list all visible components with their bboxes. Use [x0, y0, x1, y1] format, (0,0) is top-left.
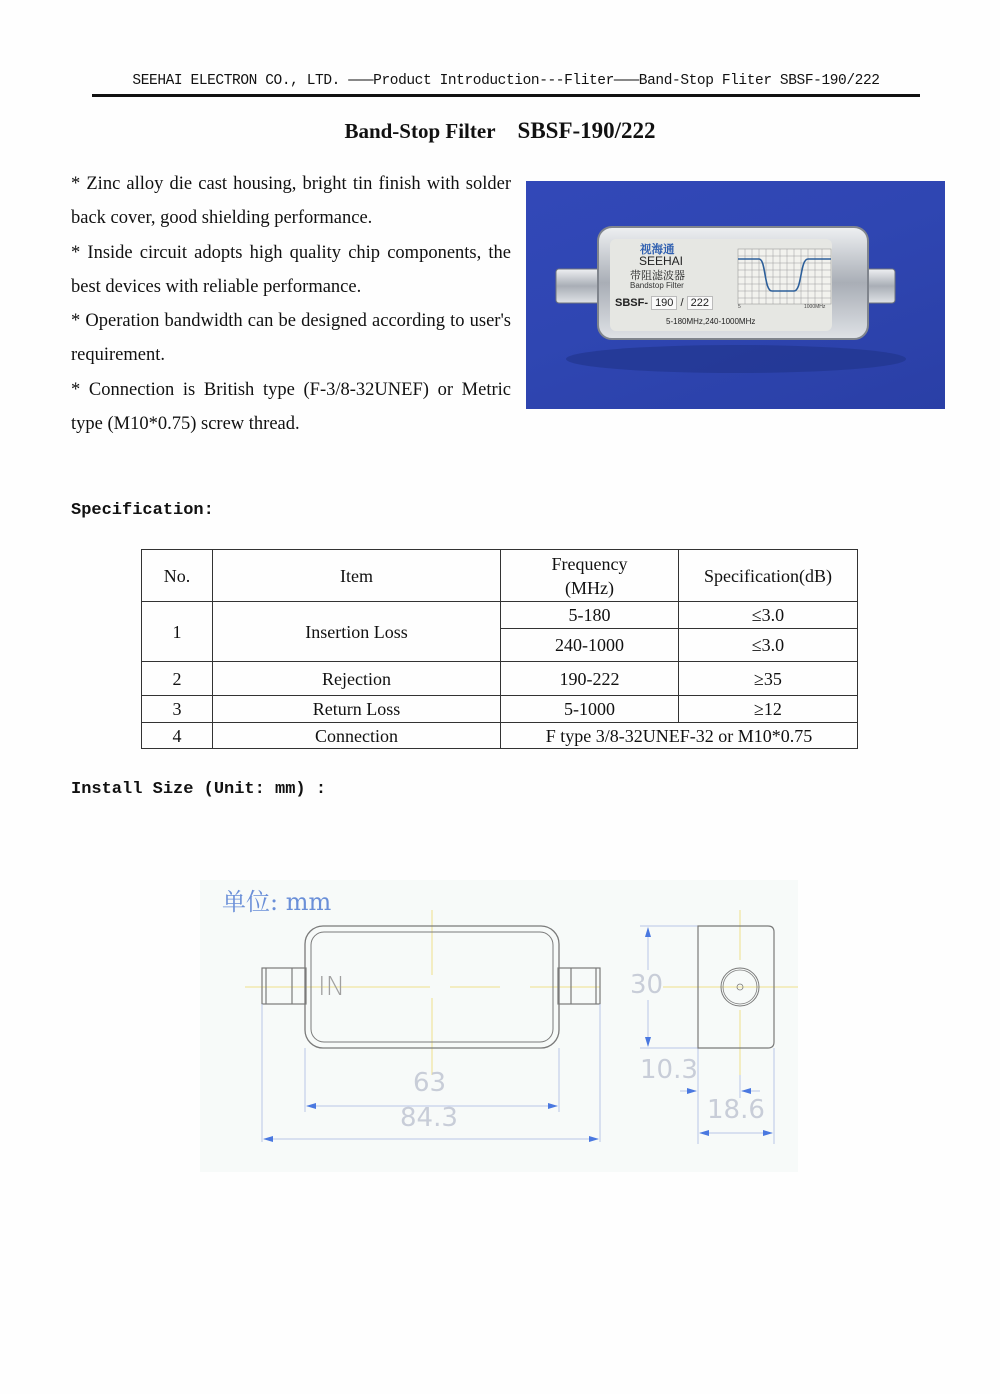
photo-product-cn: 带阻滤波器 — [630, 269, 685, 282]
photo-model-sep: / — [680, 297, 684, 309]
feature-item: * Connection is British type (F-3/8-32UNEF) or Metric type (M10*0.75) screw thread. — [71, 379, 511, 435]
cell-spec: ≥12 — [679, 696, 858, 723]
cell-connection: F type 3/8-32UNEF-32 or M10*0.75 — [501, 723, 858, 749]
left-connector-outline — [262, 968, 306, 1004]
extension-lines — [262, 926, 774, 1144]
cell-item: Connection — [213, 723, 501, 749]
cell-no: 3 — [142, 696, 213, 723]
right-connector-outline — [558, 968, 600, 1004]
specification-heading: Specification: — [71, 501, 214, 520]
cell-frequency: 240-1000 — [501, 629, 679, 662]
table-row — [142, 723, 858, 749]
cell-item: Rejection — [213, 662, 501, 696]
model-number: SBSF-190/222 — [517, 118, 656, 143]
cell-frequency: 5-180 — [501, 602, 679, 629]
cell-spec: ≤3.0 — [679, 629, 858, 662]
photo-product-en: Bandstop Filter — [630, 281, 684, 290]
table-row — [142, 696, 858, 723]
cell-no: 2 — [142, 662, 213, 696]
cell-item: Insertion Loss — [213, 602, 501, 662]
feature-list — [71, 167, 511, 441]
photo-model — [615, 297, 713, 309]
cell-frequency: 5-1000 — [501, 696, 679, 723]
header-frequency — [501, 550, 679, 602]
photo-model-high: 222 — [687, 296, 713, 310]
photo-passband: 5-180MHz,240-1000MHz — [666, 317, 756, 326]
header-frequency-line2: (MHz) — [565, 577, 614, 598]
dim-total-length: 84.3 — [400, 1103, 458, 1133]
dim-height: 30 — [630, 970, 664, 1000]
photo-shadow — [566, 345, 906, 373]
cell-spec: ≥35 — [679, 662, 858, 696]
header-no: No. — [142, 550, 213, 602]
cell-item: Return Loss — [213, 696, 501, 723]
cell-no: 1 — [142, 602, 213, 662]
specification-table — [141, 549, 858, 749]
photo-graph-start: 5 — [738, 304, 741, 310]
document-header: SEEHAI ELECTRON CO., LTD. ———Product Introduction---Fliter———Band-Stop Fliter SBSF-190/222 — [92, 70, 920, 97]
table-header-row — [142, 550, 858, 602]
header-item: Item — [213, 550, 501, 602]
dimension-arrows — [264, 928, 772, 1139]
feature-item: * Zinc alloy die cast housing, bright tin finish with solder back cover, good shielding performance. — [71, 174, 511, 229]
dim-offset: 10.3 — [640, 1055, 698, 1085]
page-title — [0, 118, 1000, 144]
dim-body-length: 63 — [413, 1068, 447, 1098]
photo-brand: SEEHAI — [639, 254, 684, 268]
cell-frequency: 190-222 — [501, 662, 679, 696]
header-specification: Specification(dB) — [679, 550, 858, 602]
dimension-drawing — [200, 880, 798, 1172]
port-label-in: IN — [318, 972, 346, 1002]
dim-depth: 18.6 — [707, 1095, 765, 1125]
install-size-heading: Install Size (Unit: mm) : — [71, 780, 327, 799]
product-name: Band-Stop Filter — [344, 119, 496, 143]
header-frequency-line1: Frequency — [551, 553, 628, 574]
left-connector — [556, 269, 601, 303]
photo-model-low: 190 — [651, 296, 677, 310]
cell-spec: ≤3.0 — [679, 602, 858, 629]
photo-graph-end: 1000MHz — [804, 304, 826, 310]
feature-item: * Inside circuit adopts high quality chip components, the best devices with reliable performance. — [71, 242, 511, 297]
photo-model-prefix: SBSF- — [615, 297, 648, 309]
product-photo — [526, 181, 945, 409]
table-row — [142, 662, 858, 696]
feature-item: * Operation bandwidth can be designed according to user's requirement. — [71, 311, 511, 366]
unit-label: 单位: mm — [222, 888, 332, 916]
photo-brand-cn: 视海通 — [640, 242, 675, 256]
table-row — [142, 602, 858, 629]
cell-no: 4 — [142, 723, 213, 749]
response-graph-icon — [738, 249, 831, 304]
